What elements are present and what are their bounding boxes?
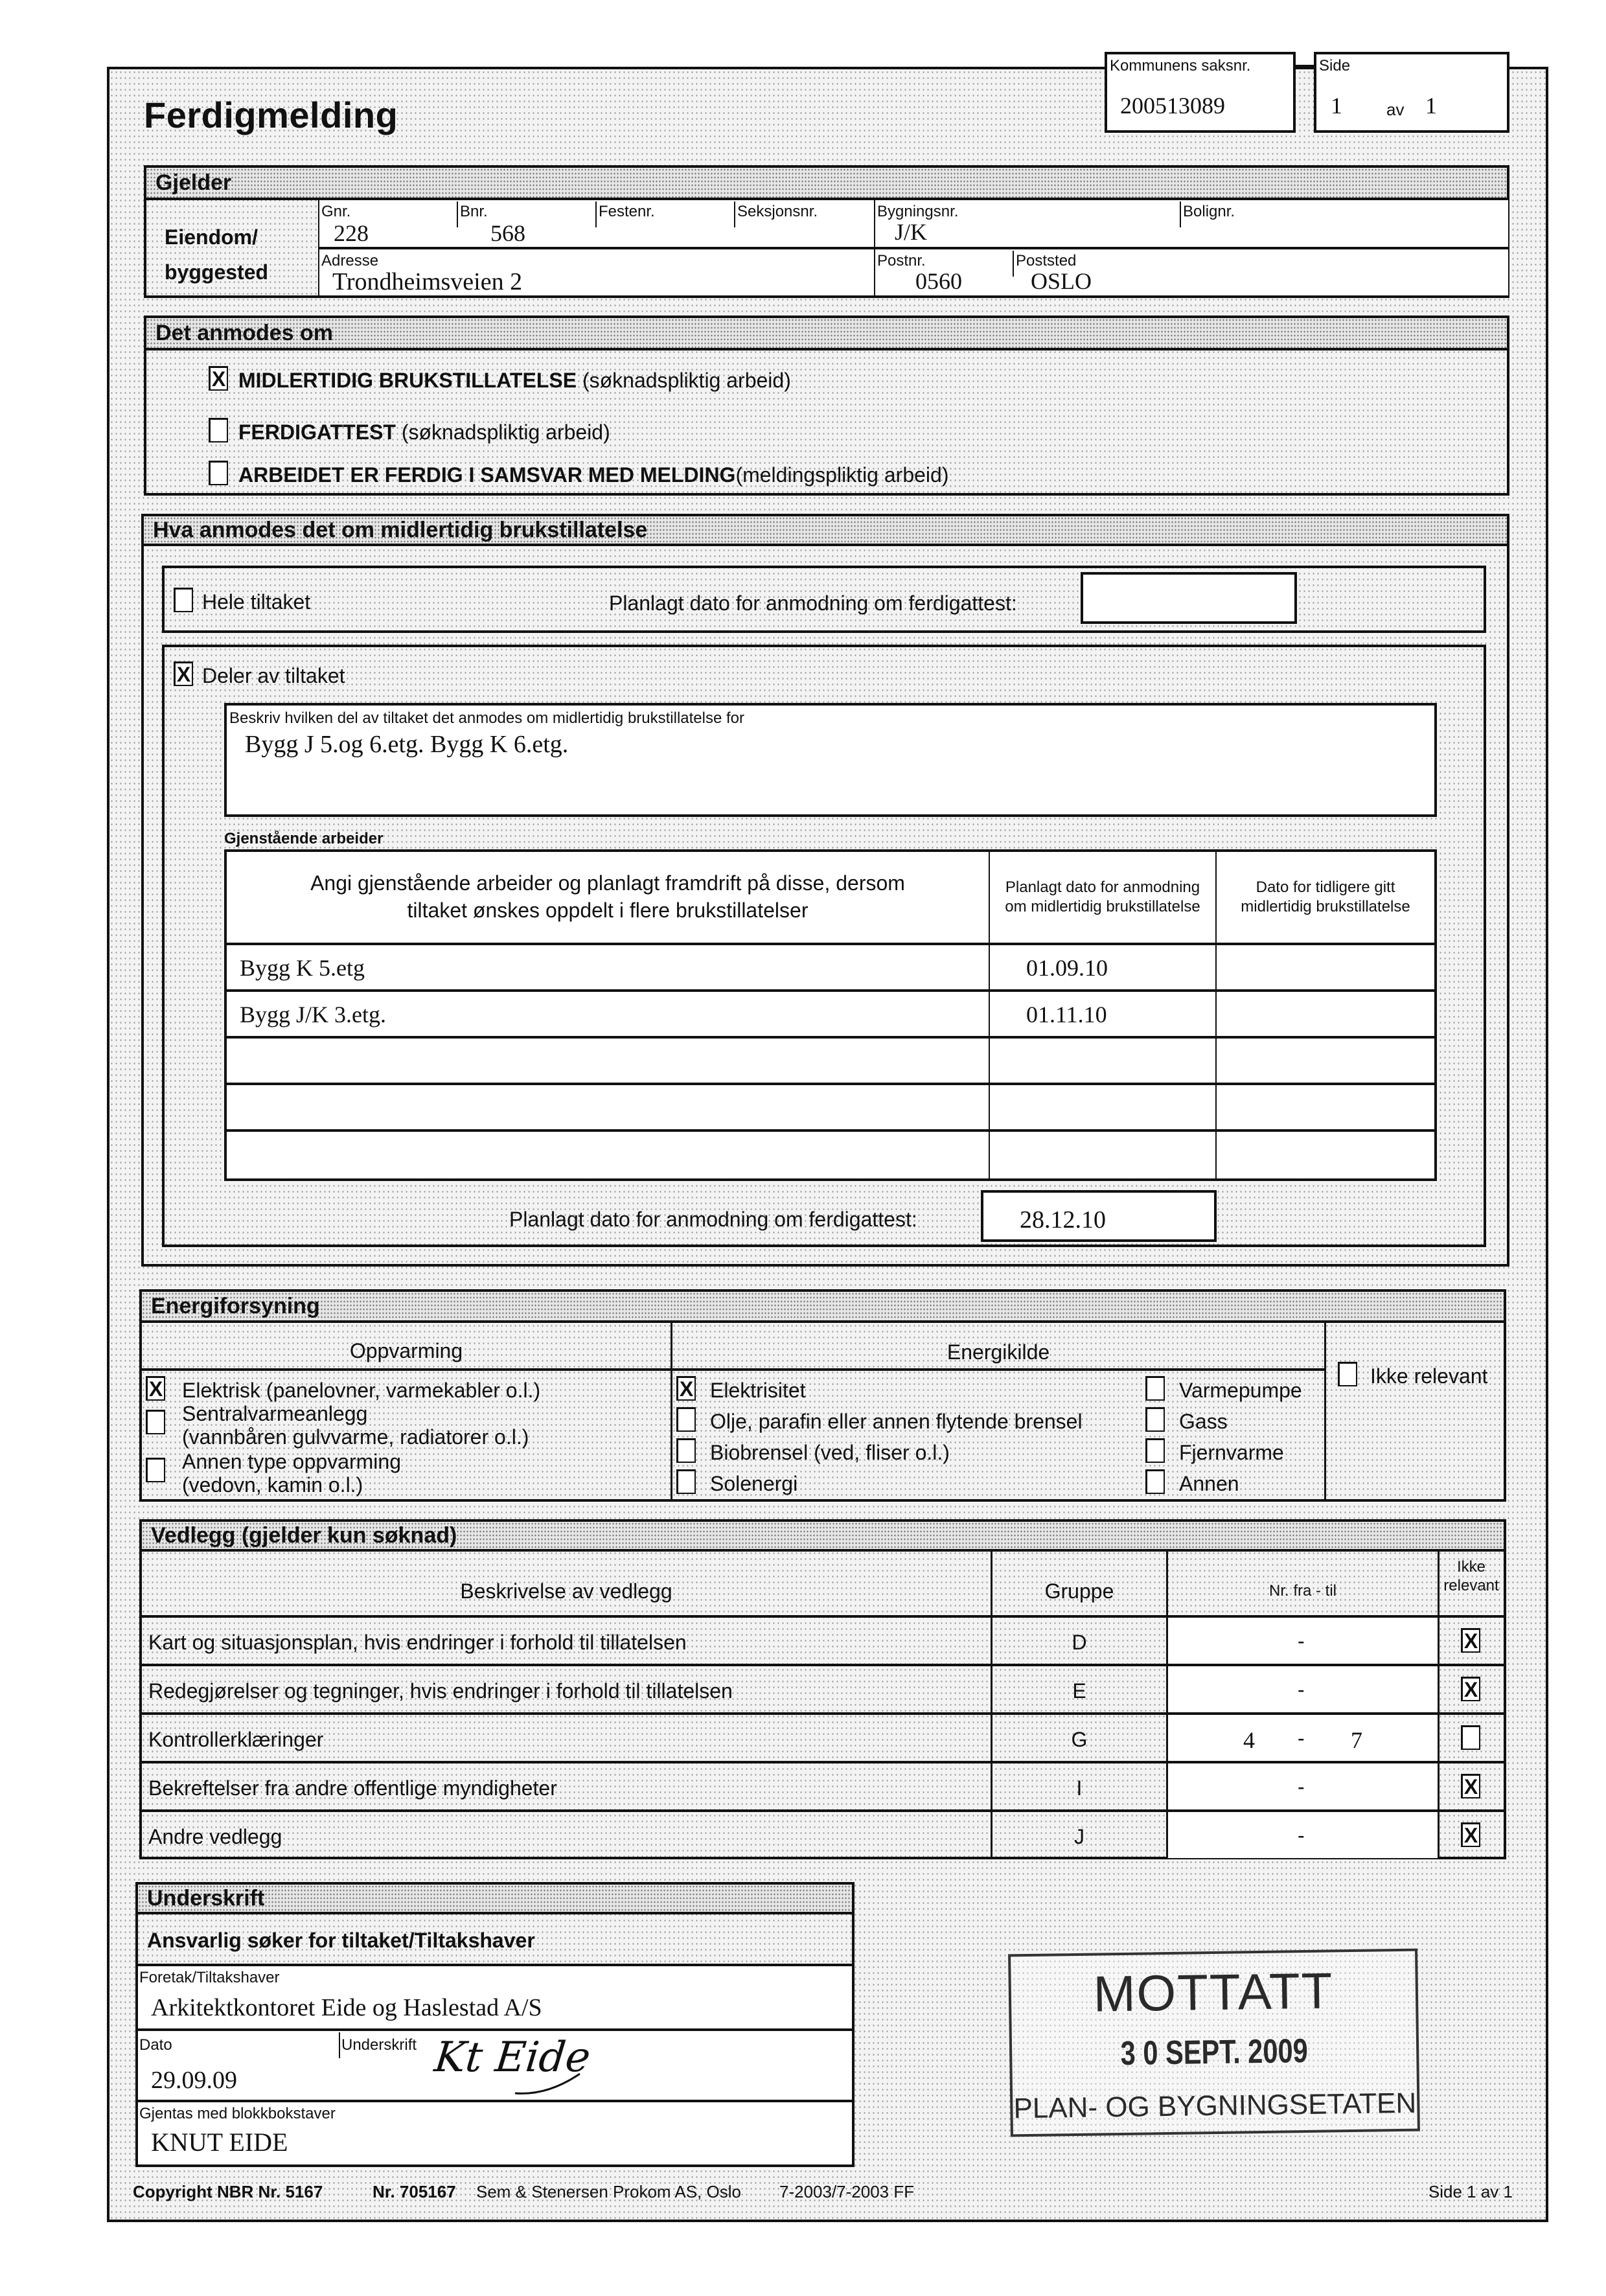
vedlegg-nr-dash: - [1298, 1678, 1305, 1701]
anmodes-options [146, 353, 1507, 493]
underskrift-subtitle: Ansvarlig søker for tiltaket/Tiltakshaver [147, 1929, 535, 1952]
option-bold: MIDLERTIDIG BRUKSTILLATELSE [238, 369, 577, 392]
energikilde-option[interactable] [1145, 1407, 1599, 1434]
field-bnr[interactable] [458, 200, 595, 247]
footer-publisher: Sem & Stenersen Prokom AS, Oslo [476, 2182, 741, 2201]
gjelder-title: Gjelder [155, 170, 232, 195]
side-current: 1 [1331, 93, 1342, 119]
hva-title: Hva anmodes det om midlertidig brukstillatelse [153, 517, 648, 542]
signature-flourish [476, 2067, 586, 2100]
field-signature[interactable] [340, 2031, 845, 2100]
bygningsnr-value: J/K [895, 219, 928, 245]
ikke-relevant-label: Ikke relevant [1370, 1364, 1488, 1388]
poststed-value: OSLO [1031, 268, 1092, 294]
section-hva [141, 514, 1509, 1267]
final-date-value: 28.12.10 [1020, 1206, 1106, 1234]
oppv-sub: (vannbåren gulvvarme, radiatorer o.l.) [182, 1425, 529, 1449]
option-arbeidet-ferdig[interactable] [209, 461, 1116, 488]
seksjonsnr-label: Seksjonsnr. [737, 203, 818, 220]
dato-value: 29.09.09 [151, 2067, 237, 2094]
bygningsnr-label: Bygningsnr. [877, 203, 959, 220]
bolignr-label: Bolignr. [1183, 203, 1235, 220]
adresse-value: Trondheimsveien 2 [332, 268, 523, 295]
field-seksjonsnr[interactable] [735, 200, 873, 247]
energikilde-label: Biobrensel (ved, fliser o.l.) [710, 1441, 950, 1464]
underskrift-subtitle-row [138, 1914, 852, 1966]
option-midlertidig[interactable] [209, 366, 986, 393]
poststed-label: Poststed [1016, 252, 1077, 270]
energikilde-label: Annen [1179, 1472, 1239, 1495]
side-label: Side [1319, 57, 1351, 75]
checkbox-energikilde[interactable] [1145, 1469, 1165, 1494]
vedlegg-nr-field[interactable] [1168, 1618, 1438, 1664]
option-rest: (søknadspliktig arbeid) [577, 369, 791, 392]
foretak-value: Arkitektkontoret Eide og Haslestad A/S [151, 1994, 542, 2021]
signature-text: Kt Eide [432, 2034, 593, 2082]
checkbox-hele-tiltaket[interactable] [174, 588, 193, 612]
checkbox-energikilde[interactable] [1145, 1407, 1165, 1432]
option-rest: (søknadspliktig arbeid) [395, 420, 610, 444]
vedlegg-gruppe: J [1074, 1825, 1084, 1848]
table-header-tidligere-dato: Dato for tidligere gitt midlertidig brukstillatelse [1241, 878, 1410, 915]
vedlegg-row [142, 1712, 1504, 1761]
signatur-label: Underskrift [341, 2036, 417, 2054]
saksnr-value[interactable]: 200513089 [1120, 93, 1225, 119]
energikilde-label: Gass [1179, 1410, 1228, 1433]
anmodes-title: Det anmodes om [155, 320, 333, 345]
field-postnr[interactable] [875, 249, 1013, 295]
oppvarming-column [142, 1323, 672, 1499]
footer-page: Side 1 av 1 [1428, 2182, 1513, 2201]
section-underskrift [135, 1882, 855, 2167]
oppv-option-2[interactable] [146, 1450, 664, 1499]
checkbox-midlertidig[interactable]: X [209, 366, 228, 391]
vedlegg-gruppe: E [1072, 1679, 1086, 1703]
side-av: av [1386, 100, 1405, 119]
ikke-line2: relevant [1443, 1576, 1499, 1594]
checkbox-ferdigattest[interactable] [209, 418, 228, 442]
energikilde-option[interactable] [676, 1438, 1130, 1465]
checkbox-oppv-annen[interactable] [146, 1458, 165, 1482]
row-planlagt-dato[interactable]: 01.11.10 [1026, 1002, 1107, 1027]
remaining-works-title: Gjenstående arbeider [224, 830, 384, 847]
dato-signature-row [138, 2031, 852, 2102]
energikilde-label: Fjernvarme [1179, 1441, 1284, 1464]
remaining-works-table [224, 849, 1437, 1181]
dato-label: Dato [139, 2036, 172, 2054]
energikilde-title: Energikilde [672, 1323, 1324, 1371]
final-date-label: Planlagt dato for anmodning om ferdigattest: [509, 1208, 917, 1231]
vedlegg-beskrivelse: Kart og situasjonsplan, hvis endringer i forhold til tillatelsen [148, 1631, 687, 1654]
energikilde-option[interactable] [676, 1376, 1130, 1403]
checkbox-vedlegg-ikke-relevant[interactable]: X [1461, 1628, 1480, 1653]
vedlegg-beskrivelse: Redegjørelser og tegninger, hvis endringer i forhold til tillatelsen [148, 1679, 733, 1703]
field-festenr[interactable] [597, 200, 734, 247]
vedlegg-nr-field[interactable] [1168, 1715, 1438, 1761]
oppvarming-title: Oppvarming [142, 1323, 671, 1371]
table-row [227, 1132, 1434, 1178]
vedlegg-nr-dash: - [1298, 1727, 1305, 1750]
oppv-sub: (vedovn, kamin o.l.) [182, 1473, 363, 1497]
foretak-label: Foretak/Tiltakshaver [139, 1969, 280, 1986]
table-row [227, 945, 1434, 992]
hele-date-label: Planlagt dato for anmodning om ferdigattest: [609, 591, 1017, 615]
underskrift-title: Underskrift [147, 1885, 265, 1911]
stamp-date: 3 0 SEPT. 2009 [1120, 2032, 1309, 2073]
section-title-underskrift [138, 1885, 852, 1914]
bnr-value: 568 [490, 220, 525, 246]
postnr-label: Postnr. [877, 252, 926, 270]
oppv-option-1[interactable] [146, 1402, 664, 1454]
option-bold: ARBEIDET ER FERDIG I SAMSVAR MED MELDING [238, 463, 736, 487]
describe-label: Beskriv hvilken del av tiltaket det anmodes om midlertidig brukstillatelse for [229, 709, 745, 727]
checkbox-vedlegg-ikke-relevant[interactable]: X [1461, 1774, 1480, 1798]
vedlegg-gruppe: D [1072, 1631, 1087, 1654]
energikilde-option[interactable] [1145, 1438, 1599, 1465]
ikke-line1: Ikke [1456, 1558, 1486, 1576]
vedlegg-nr-dash: - [1298, 1824, 1305, 1847]
section-title-energi [142, 1292, 1504, 1323]
section-anmodes [144, 316, 1509, 496]
section-title-vedlegg [142, 1522, 1504, 1552]
oppv-label: Sentralvarmeanlegg [182, 1402, 368, 1425]
field-foretak[interactable] [138, 1966, 852, 2031]
checkbox-oppv-elektrisk[interactable]: X [146, 1376, 165, 1401]
postnr-value: 0560 [915, 268, 962, 294]
energikilde-option[interactable] [676, 1407, 1130, 1434]
field-poststed[interactable] [1014, 249, 1467, 295]
energikilde-column [672, 1323, 1326, 1499]
vedlegg-nr-fra: 4 [1243, 1727, 1255, 1753]
vedlegg-gruppe: G [1071, 1728, 1088, 1751]
checkbox-oppv-sentralvarme[interactable] [146, 1410, 165, 1434]
vedlegg-beskrivelse: Andre vedlegg [148, 1825, 282, 1848]
connector-line [1296, 65, 1314, 67]
row-arbeid[interactable]: Bygg K 5.etg [240, 955, 365, 981]
page-box [1314, 52, 1509, 133]
option-rest: (meldingspliktig arbeid) [735, 463, 949, 487]
vedlegg-row [142, 1664, 1504, 1712]
table-row [227, 1039, 1434, 1085]
final-date-input[interactable] [981, 1190, 1217, 1242]
saksnr-box [1105, 52, 1296, 133]
deler-tiltaket-box [162, 645, 1486, 1247]
gnr-value: 228 [334, 220, 369, 246]
hele-date-input[interactable] [1081, 572, 1297, 624]
eiendom-label [165, 220, 268, 290]
saksnr-label: Kommunens saksnr. [1110, 57, 1251, 75]
energikilde-label: Olje, parafin eller annen flytende brensel [710, 1410, 1083, 1433]
checkbox-energikilde[interactable]: X [676, 1376, 696, 1401]
section-title-hva [144, 516, 1507, 546]
vedlegg-gruppe: I [1076, 1776, 1083, 1800]
energi-ikke-relevant[interactable] [1329, 1362, 1504, 1390]
form-title: Ferdigmelding [144, 95, 398, 135]
vedlegg-nr-dash: - [1298, 1629, 1305, 1653]
field-bolignr[interactable] [1181, 200, 1505, 247]
option-bold: FERDIGATTEST [238, 420, 396, 444]
describe-field[interactable] [224, 703, 1437, 817]
vedlegg-title: Vedlegg (gjelder kun søknad) [151, 1522, 457, 1548]
table-header-planlagt-dato: Planlagt dato for anmodning om midlertidig brukstillatelse [1005, 878, 1200, 915]
oppv-label: Elektrisk (panelovner, varmekabler o.l.) [182, 1379, 541, 1402]
vedlegg-nr-field[interactable] [1168, 1666, 1438, 1712]
vedlegg-nr-dash: - [1298, 1775, 1305, 1798]
footer [133, 2182, 1513, 2205]
hele-tiltaket-label: Hele tiltaket [202, 590, 311, 614]
vedlegg-beskrivelse: Bekreftelser fra andre offentlige myndigheter [148, 1776, 557, 1800]
checkbox-energi-ikke-relevant[interactable] [1338, 1362, 1357, 1386]
option-label [238, 420, 610, 444]
footer-form-nr: Nr. 705167 [373, 2182, 456, 2201]
checkbox-vedlegg-ikke-relevant[interactable]: X [1461, 1677, 1480, 1701]
checkbox-deler-tiltaket[interactable]: X [174, 661, 193, 686]
gjelder-fields [318, 200, 1508, 295]
checkbox-energikilde[interactable] [676, 1469, 696, 1494]
energikilde-label: Solenergi [710, 1472, 798, 1495]
deler-tiltaket-label: Deler av tiltaket [202, 664, 345, 687]
section-title-gjelder [146, 168, 1507, 200]
blokk-label: Gjentas med blokkbokstaver [139, 2105, 336, 2122]
field-bygningsnr[interactable] [875, 200, 1180, 247]
footer-copyright: Copyright NBR Nr. 5167 [133, 2182, 323, 2201]
table-header-arbeider: Angi gjenstående arbeider og planlagt framdrift på disse, dersom tiltaket ønskes oppdelt i flere brukstillatelser [310, 871, 905, 922]
checkbox-energikilde[interactable] [1145, 1376, 1165, 1401]
field-adresse[interactable] [319, 249, 874, 295]
vedlegg-nr-field[interactable] [1168, 1763, 1438, 1809]
gjelder-row-1 [319, 200, 1508, 249]
checkbox-vedlegg-ikke-relevant[interactable] [1461, 1725, 1480, 1750]
vedlegg-beskrivelse: Kontrollerklæringer [148, 1728, 324, 1751]
field-dato[interactable] [138, 2031, 339, 2100]
section-energi [139, 1289, 1506, 1502]
vedlegg-header-nr: Nr. fra - til [1268, 1582, 1336, 1600]
oppv-label: Annen type oppvarming [182, 1450, 401, 1473]
option-ferdigattest[interactable] [209, 418, 986, 445]
checkbox-arbeidet-ferdig[interactable] [209, 461, 228, 485]
vedlegg-header-gruppe: Gruppe [1044, 1579, 1114, 1603]
eiendom-label-line1: Eiendom/ [165, 225, 258, 249]
field-blokkbokstaver[interactable] [138, 2102, 852, 2164]
section-vedlegg [139, 1519, 1506, 1859]
table-row [227, 1085, 1434, 1132]
energikilde-label: Varmepumpe [1179, 1379, 1302, 1402]
row-planlagt-dato[interactable]: 01.09.10 [1026, 955, 1108, 981]
describe-value: Bygg J 5.og 6.etg. Bygg K 6.etg. [245, 731, 569, 758]
blokk-value: KNUT EIDE [151, 2128, 288, 2157]
stamp-mottatt: MOTTATT [1092, 1962, 1334, 2023]
vedlegg-header-ikke-relevant [1440, 1558, 1503, 1596]
checkbox-vedlegg-ikke-relevant[interactable]: X [1461, 1822, 1480, 1847]
energi-title: Energiforsyning [151, 1293, 320, 1318]
row-arbeid[interactable]: Bygg J/K 3.etg. [240, 1002, 387, 1027]
hele-tiltaket-box [162, 566, 1486, 633]
checkbox-energikilde[interactable] [1145, 1438, 1165, 1463]
eiendom-label-line2: byggested [165, 260, 269, 284]
energikilde-label: Elektrisitet [710, 1379, 806, 1402]
checkbox-energikilde[interactable] [676, 1438, 696, 1463]
adresse-label: Adresse [321, 252, 379, 270]
checkbox-energikilde[interactable] [676, 1407, 696, 1432]
stamp-department: PLAN- OG BYGNINGSETATEN [1013, 2087, 1417, 2125]
option-label [238, 463, 948, 487]
table-row [227, 992, 1434, 1039]
vedlegg-row [142, 1615, 1504, 1664]
vedlegg-nr-field[interactable] [1168, 1812, 1438, 1858]
vedlegg-header-beskrivelse: Beskrivelse av vedlegg [460, 1579, 672, 1603]
energikilde-option[interactable] [676, 1469, 1130, 1497]
section-gjelder [144, 165, 1509, 298]
vedlegg-row [142, 1761, 1504, 1809]
footer-version: 7-2003/7-2003 FF [779, 2182, 915, 2201]
gnr-label: Gnr. [321, 203, 351, 220]
energikilde-option[interactable] [1145, 1469, 1599, 1497]
vedlegg-row [142, 1809, 1504, 1858]
festenr-label: Festenr. [599, 203, 655, 220]
field-gnr[interactable] [319, 200, 457, 247]
side-total: 1 [1425, 93, 1437, 119]
section-title-anmodes [146, 318, 1507, 350]
oppv-option-0[interactable] [146, 1376, 664, 1402]
option-label [238, 369, 791, 393]
vedlegg-nr-til: 7 [1351, 1727, 1362, 1753]
bnr-label: Bnr. [460, 203, 488, 220]
received-stamp [1008, 1949, 1420, 2137]
